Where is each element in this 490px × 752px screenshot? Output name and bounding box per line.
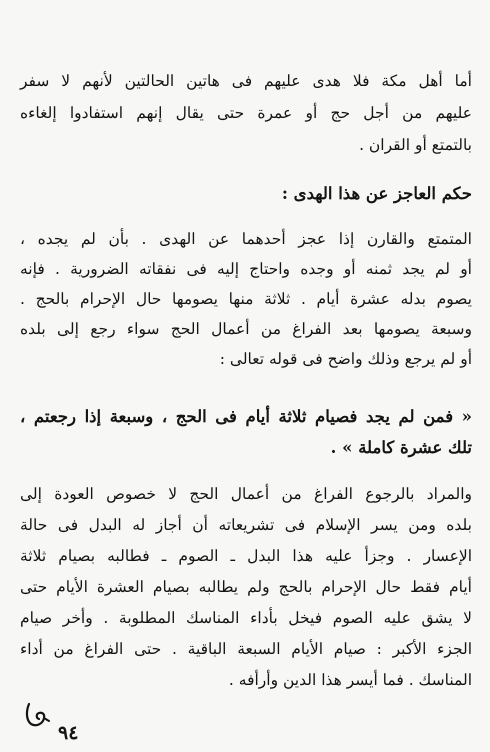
paragraph-2 [20, 228, 472, 378]
heading-text: حكم العاجز عن هذا الهدى : [281, 184, 472, 203]
paragraph-1 [20, 70, 472, 170]
quote-line: « فمن لم يجد فصيام ثلاثة أيام فى الحج ، وسبعة إذا رجعتم ، [20, 407, 472, 426]
quote-line: تلك عشرة كاملة » . [330, 438, 472, 457]
text-line: بلده ومن يسر الإسلام فى تشريعاته أن أجاز له البدل فى حالة [20, 516, 472, 534]
text-line: المتمتع والقارن إذا عجز أحدهما عن الهدى . بأن لم يجده ، [20, 230, 472, 248]
text-line: أو لم يرجع وذلك واضح فى قوله تعالى : [219, 350, 472, 368]
text-line: لا يشق عليه الصوم فيخل بأداء المناسك المطلوبة . وأخر صيام [20, 609, 472, 627]
quran-quote [20, 406, 472, 466]
page-number: ٩٤ [58, 722, 79, 744]
text-line: الجزء الأكبر : صيام الأيام السبعة الباقية . حتى الفراغ من أداء [20, 640, 472, 658]
text-line: بالتمتع أو القران . [359, 136, 472, 154]
text-line: أيام فقط حال الإحرام بالحج ولم يطالبه بصيام العشرة الأيام حتى [20, 578, 472, 596]
text-line: أما أهل مكة فلا هدى عليهم فى هاتين الحالتين لأنهم لا سفر [20, 72, 472, 90]
page-footer [22, 700, 112, 750]
paragraph-3 [20, 483, 472, 703]
text-line: وسبعة يصومها بعد الفراغ من أعمال الحج سواء رجع إلى بلده [20, 320, 472, 338]
text-line: الإعسار . وجزأ عليه هذا البدل ـ الصوم ـ فطالبه بصيام ثلاثة [20, 547, 472, 565]
section-heading [20, 183, 472, 209]
text-line: عليهم من أجل حج أو عمرة حتى يقال إنهم استفادوا إلغاءه [20, 104, 472, 122]
publisher-mark-icon [22, 700, 52, 730]
text-line: أو لم يجد ثمنه أو وجده واحتاج إليه فى نفقاته الضرورية . فإنه [20, 260, 472, 278]
text-line: يصوم بدله عشرة أيام . ثلاثة منها يصومها حال الإحرام بالحج . [20, 290, 472, 308]
text-line: المناسك . فما أيسر هذا الدين وأرأفه . [228, 671, 472, 689]
text-line: والمراد بالرجوع الفراغ من أعمال الحج لا خصوص العودة إلى [20, 485, 472, 503]
